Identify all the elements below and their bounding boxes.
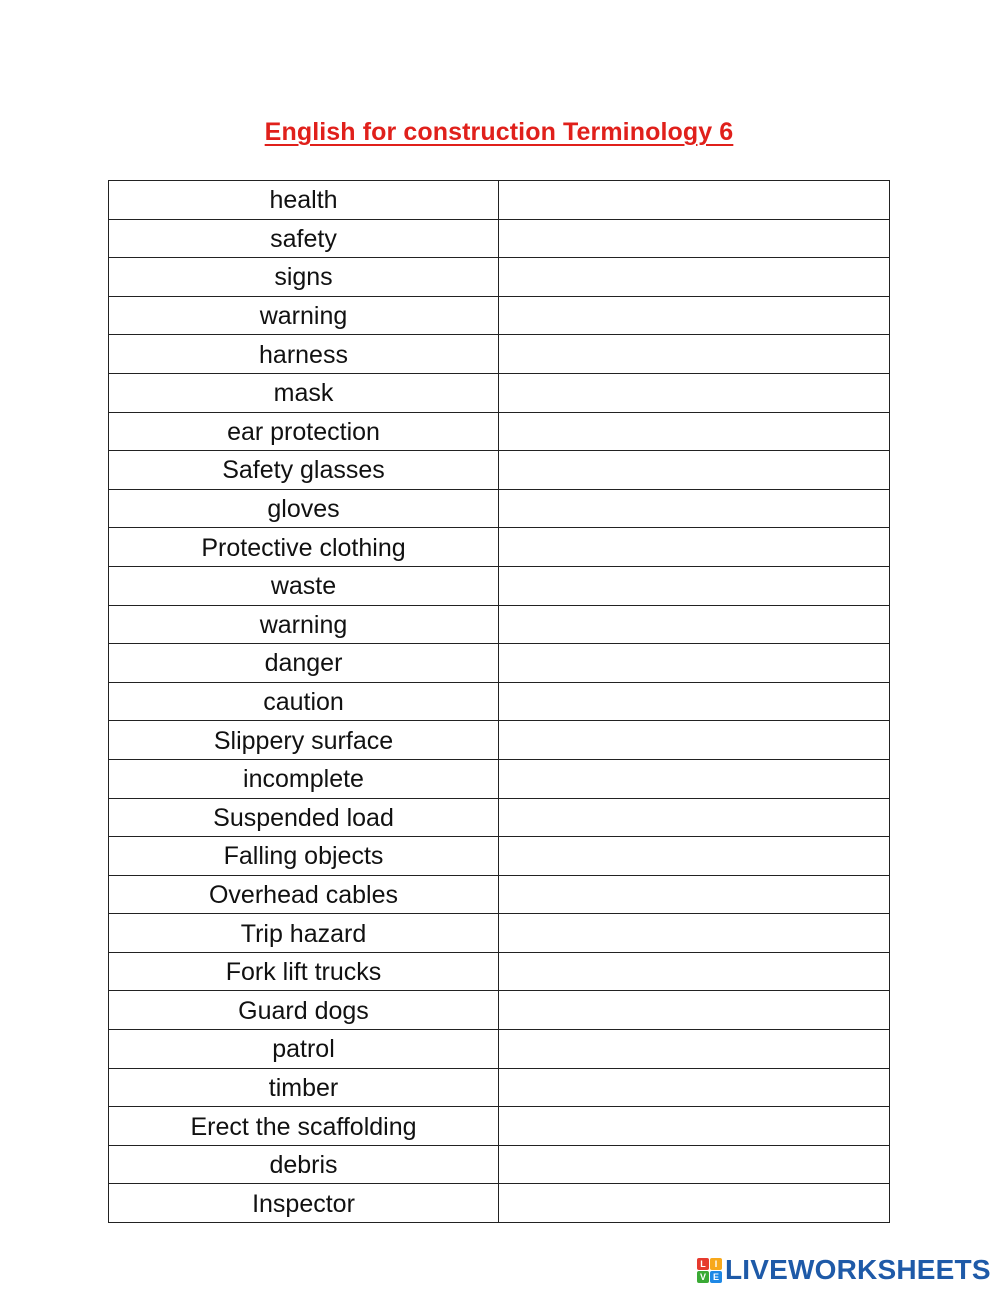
vocab-row: [109, 296, 890, 335]
answer-cell[interactable]: [499, 219, 890, 258]
vocab-row: [109, 991, 890, 1030]
term-cell: Inspector: [109, 1184, 499, 1223]
answer-cell[interactable]: [499, 952, 890, 991]
vocab-row: [109, 335, 890, 374]
term-cell: Guard dogs: [109, 991, 499, 1030]
answer-cell[interactable]: [499, 798, 890, 837]
vocab-row: [109, 1068, 890, 1107]
liveworksheets-branding[interactable]: [697, 1255, 991, 1285]
vocab-row: [109, 1145, 890, 1184]
term-cell: Trip hazard: [109, 914, 499, 953]
term-cell: Safety glasses: [109, 451, 499, 490]
vocab-row: [109, 605, 890, 644]
term-cell: patrol: [109, 1030, 499, 1069]
term-cell: health: [109, 181, 499, 220]
answer-cell[interactable]: [499, 1068, 890, 1107]
vocab-row: [109, 952, 890, 991]
term-cell: debris: [109, 1145, 499, 1184]
term-cell: safety: [109, 219, 499, 258]
term-cell: warning: [109, 296, 499, 335]
answer-cell[interactable]: [499, 296, 890, 335]
liveworksheets-logo-icon: [697, 1258, 722, 1283]
vocab-row: [109, 528, 890, 567]
term-cell: gloves: [109, 489, 499, 528]
vocabulary-table-body: [109, 181, 890, 1223]
answer-cell[interactable]: [499, 721, 890, 760]
vocab-row: [109, 682, 890, 721]
vocab-row: [109, 721, 890, 760]
vocab-row: [109, 181, 890, 220]
term-cell: ear protection: [109, 412, 499, 451]
vocab-row: [109, 1107, 890, 1146]
vocab-row: [109, 258, 890, 297]
vocab-row: [109, 914, 890, 953]
term-cell: harness: [109, 335, 499, 374]
term-cell: timber: [109, 1068, 499, 1107]
answer-cell[interactable]: [499, 1184, 890, 1223]
answer-cell[interactable]: [499, 489, 890, 528]
term-cell: Overhead cables: [109, 875, 499, 914]
vocab-row: [109, 1030, 890, 1069]
answer-cell[interactable]: [499, 1030, 890, 1069]
answer-cell[interactable]: [499, 373, 890, 412]
vocab-row: [109, 798, 890, 837]
term-cell: mask: [109, 373, 499, 412]
logo-letter-v: V: [697, 1271, 709, 1283]
answer-cell[interactable]: [499, 605, 890, 644]
vocab-row: [109, 412, 890, 451]
answer-cell[interactable]: [499, 875, 890, 914]
answer-cell[interactable]: [499, 258, 890, 297]
brand-name: LIVEWORKSHEETS: [725, 1254, 991, 1285]
vocab-row: [109, 837, 890, 876]
term-cell: signs: [109, 258, 499, 297]
term-cell: waste: [109, 566, 499, 605]
vocab-row: [109, 566, 890, 605]
answer-cell[interactable]: [499, 682, 890, 721]
vocab-row: [109, 451, 890, 490]
answer-cell[interactable]: [499, 335, 890, 374]
vocabulary-table: [108, 180, 890, 1223]
term-cell: Fork lift trucks: [109, 952, 499, 991]
term-cell: Erect the scaffolding: [109, 1107, 499, 1146]
answer-cell[interactable]: [499, 837, 890, 876]
answer-cell[interactable]: [499, 759, 890, 798]
answer-cell[interactable]: [499, 412, 890, 451]
answer-cell[interactable]: [499, 914, 890, 953]
vocab-row: [109, 373, 890, 412]
logo-letter-l: L: [697, 1258, 709, 1270]
vocab-row: [109, 1184, 890, 1223]
term-cell: Slippery surface: [109, 721, 499, 760]
answer-cell[interactable]: [499, 991, 890, 1030]
answer-cell[interactable]: [499, 1145, 890, 1184]
term-cell: Falling objects: [109, 837, 499, 876]
term-cell: Suspended load: [109, 798, 499, 837]
logo-letter-i: I: [710, 1258, 722, 1270]
term-cell: danger: [109, 644, 499, 683]
answer-cell[interactable]: [499, 451, 890, 490]
answer-cell[interactable]: [499, 181, 890, 220]
answer-cell[interactable]: [499, 566, 890, 605]
vocab-row: [109, 759, 890, 798]
vocab-row: [109, 489, 890, 528]
answer-cell[interactable]: [499, 1107, 890, 1146]
logo-letter-e: E: [710, 1271, 722, 1283]
term-cell: incomplete: [109, 759, 499, 798]
answer-cell[interactable]: [499, 644, 890, 683]
vocab-row: [109, 644, 890, 683]
answer-cell[interactable]: [499, 528, 890, 567]
vocab-row: [109, 875, 890, 914]
term-cell: Protective clothing: [109, 528, 499, 567]
worksheet-title: English for construction Terminology 6: [264, 118, 734, 146]
term-cell: warning: [109, 605, 499, 644]
vocab-row: [109, 219, 890, 258]
term-cell: caution: [109, 682, 499, 721]
